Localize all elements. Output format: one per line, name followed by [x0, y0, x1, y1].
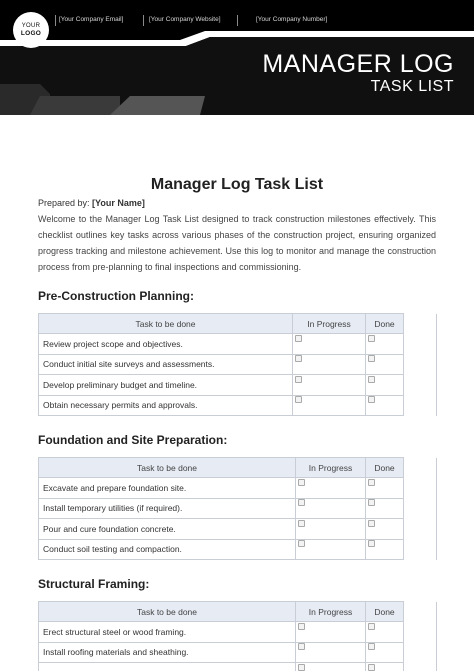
done-checkbox[interactable]	[368, 520, 375, 527]
progress-cell	[296, 622, 366, 643]
done-cell	[366, 642, 404, 663]
page-title: Manager Log Task List	[150, 176, 324, 193]
table-row	[39, 519, 437, 540]
progress-cell	[293, 334, 366, 355]
table-row	[39, 478, 437, 499]
task-cell: Obtain necessary permits and approvals.	[39, 395, 293, 416]
col-task-header: Task to be done	[39, 314, 293, 334]
section-title: Pre-Construction Planning:	[38, 289, 194, 303]
progress-checkbox[interactable]	[295, 355, 302, 362]
table-blank-column	[404, 314, 437, 416]
progress-cell	[296, 663, 366, 671]
company-logo	[13, 12, 49, 48]
done-checkbox[interactable]	[368, 335, 375, 342]
divider	[237, 15, 238, 26]
table-row	[39, 663, 437, 671]
task-cell: Pour and cure foundation concrete.	[39, 519, 296, 540]
progress-checkbox[interactable]	[298, 540, 305, 547]
progress-cell	[293, 375, 366, 396]
task-cell: Install temporary utilities (if required).	[39, 498, 296, 519]
task-table	[38, 601, 437, 671]
table-row	[39, 354, 437, 375]
prepared-label: Prepared by:	[38, 198, 90, 208]
task-table	[38, 313, 437, 416]
company-email: [Your Company Email]	[59, 16, 124, 23]
progress-cell	[296, 642, 366, 663]
col-task-header: Task to be done	[39, 602, 296, 622]
progress-checkbox[interactable]	[298, 520, 305, 527]
progress-cell	[293, 354, 366, 375]
done-cell	[366, 334, 404, 355]
progress-cell	[293, 395, 366, 416]
done-cell	[366, 519, 404, 540]
done-cell	[366, 663, 404, 671]
task-cell: Excavate and prepare foundation site.	[39, 478, 296, 499]
progress-checkbox[interactable]	[298, 479, 305, 486]
done-checkbox[interactable]	[368, 623, 375, 630]
progress-checkbox[interactable]	[298, 643, 305, 650]
logo-line-2: LOGO	[20, 30, 42, 37]
done-cell	[366, 375, 404, 396]
done-cell	[366, 395, 404, 416]
col-progress-header: In Progress	[296, 458, 366, 478]
table-row	[39, 334, 437, 355]
col-task-header: Task to be done	[39, 458, 296, 478]
table-blank-column	[404, 458, 437, 560]
shape-mid	[30, 96, 120, 115]
intro-paragraph: Welcome to the Manager Log Task List designed to track construction milestones effectively. This checklist outlines key tasks across various phases of the construction project, ensuring organized progress tracking and milestone achievement. Use this log to monitor and manage the construction process from pre-planning to final inspections and commissioning.	[38, 214, 436, 272]
task-cell: Conduct soil testing and compaction.	[39, 539, 296, 560]
task-cell: Install roofing materials and sheathing.	[39, 642, 296, 663]
table-blank-column	[404, 602, 437, 671]
progress-checkbox[interactable]	[298, 664, 305, 671]
progress-cell	[296, 519, 366, 540]
col-done-header: Done	[366, 458, 404, 478]
done-checkbox[interactable]	[368, 479, 375, 486]
company-website: [Your Company Website]	[149, 16, 221, 23]
progress-checkbox[interactable]	[295, 335, 302, 342]
progress-checkbox[interactable]	[298, 623, 305, 630]
col-progress-header: In Progress	[296, 602, 366, 622]
divider	[55, 15, 56, 26]
done-checkbox[interactable]	[368, 499, 375, 506]
col-done-header: Done	[366, 602, 404, 622]
done-checkbox[interactable]	[368, 376, 375, 383]
col-progress-header: In Progress	[293, 314, 366, 334]
section-title: Structural Framing:	[38, 577, 150, 591]
done-cell	[366, 498, 404, 519]
table-row	[39, 642, 437, 663]
company-number: [Your Company Number]	[256, 16, 328, 23]
task-cell: Conduct initial site surveys and assessments.	[39, 354, 293, 375]
done-checkbox[interactable]	[368, 540, 375, 547]
header-subtitle: TASK LIST	[370, 78, 454, 95]
done-cell	[366, 539, 404, 560]
progress-cell	[296, 498, 366, 519]
progress-cell	[296, 478, 366, 499]
logo-line-1: YOUR	[21, 23, 41, 29]
prepared-name: [Your Name]	[92, 198, 145, 208]
done-checkbox[interactable]	[368, 396, 375, 403]
col-done-header: Done	[366, 314, 404, 334]
task-cell: Erect structural steel or wood framing.	[39, 622, 296, 643]
section-title: Foundation and Site Preparation:	[38, 433, 228, 447]
done-cell	[366, 354, 404, 375]
divider	[143, 15, 144, 26]
progress-checkbox[interactable]	[295, 376, 302, 383]
done-checkbox[interactable]	[368, 355, 375, 362]
table-row	[39, 498, 437, 519]
done-cell	[366, 622, 404, 643]
table-row	[39, 539, 437, 560]
done-checkbox[interactable]	[368, 664, 375, 671]
task-table	[38, 457, 437, 560]
done-cell	[366, 478, 404, 499]
done-checkbox[interactable]	[368, 643, 375, 650]
task-cell: Develop preliminary budget and timeline.	[39, 375, 293, 396]
prepared-by	[38, 198, 145, 208]
table-row	[39, 375, 437, 396]
progress-checkbox[interactable]	[295, 396, 302, 403]
task-cell	[39, 663, 296, 671]
header-title: MANAGER LOG	[262, 50, 454, 78]
progress-checkbox[interactable]	[298, 499, 305, 506]
task-cell: Review project scope and objectives.	[39, 334, 293, 355]
header-banner	[0, 0, 474, 115]
progress-cell	[296, 539, 366, 560]
table-row	[39, 622, 437, 643]
table-row	[39, 395, 437, 416]
